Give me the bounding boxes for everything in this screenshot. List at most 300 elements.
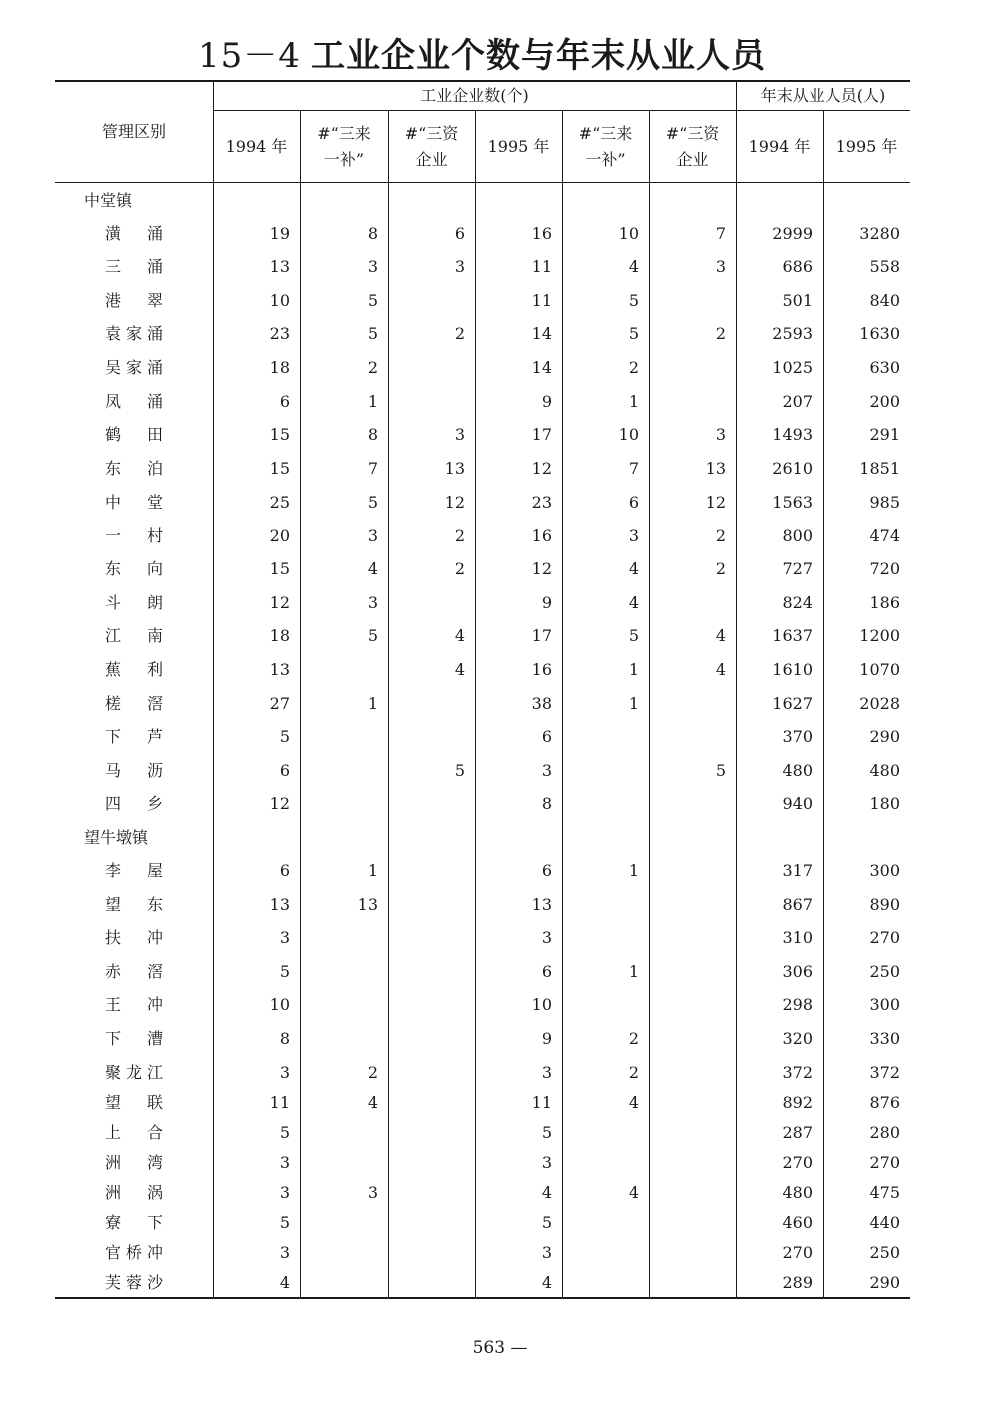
cell-sanlai-1995 [569,1237,639,1269]
cell-sanzi-1995 [656,1237,726,1269]
cell-sanzi-1995 [656,989,726,1021]
table-row [0,1267,1000,1299]
table-row [0,654,1000,686]
table-row [0,251,1000,283]
cell-enterprises-1994: 20 [269,526,290,545]
cell-sanlai-1994: 3 [367,1183,378,1202]
cell-enterprises-1994: 12 [269,593,290,612]
cell-employees-1994: 1025 [772,358,813,377]
cell-sanlai-1994: 4 [367,1093,378,1112]
cell-sanzi-1995: 13 [705,459,726,478]
cell-enterprises-1995: 23 [531,493,552,512]
cell-enterprises-1994: 5 [279,962,290,981]
cell-sanzi-1995 [656,1207,726,1239]
cell-sanlai-1994 [308,1207,378,1239]
cell-employees-1994: 460 [782,1213,813,1232]
cell-sanlai-1994: 7 [367,459,378,478]
cell-employees-1995: 200 [869,392,900,411]
cell-enterprises-1995: 13 [531,895,552,914]
cell-enterprises-1994: 3 [279,1243,290,1262]
cell-sanzi-1994 [395,1057,465,1089]
cell-sanzi-1995: 3 [715,257,726,276]
table-row [0,1177,1000,1209]
header-col-emp-1994-label: 1994 年 [748,136,811,156]
cell-enterprises-1994: 3 [279,1183,290,1202]
cell-sanzi-1994 [395,788,465,820]
cell-enterprises-1994: 5 [279,1123,290,1142]
cell-enterprises-1994: 6 [279,392,290,411]
cell-employees-1995: 985 [869,493,900,512]
cell-enterprises-1994: 13 [269,660,290,679]
cell-employees-1995: 300 [869,861,900,880]
cell-employees-1995: 290 [869,727,900,746]
header-col-sanzi-line2: 企业 [415,149,448,169]
cell-enterprises-1994: 18 [269,626,290,645]
cell-sanzi-1995: 2 [715,526,726,545]
cell-employees-1994: 867 [782,895,813,914]
cell-sanzi-1994: 12 [444,493,465,512]
cell-enterprises-1994: 23 [269,324,290,343]
table-row [0,620,1000,652]
cell-enterprises-1995: 9 [541,392,552,411]
cell-sanzi-1994: 2 [454,559,465,578]
table-row [0,721,1000,753]
district-name: 官桥冲 [105,1243,163,1262]
cell-sanlai-1995: 1 [628,392,639,411]
cell-sanzi-1995: 7 [715,224,726,243]
cell-employees-1994: 727 [782,559,813,578]
cell-sanlai-1995: 4 [628,1183,639,1202]
cell-employees-1995: 475 [869,1183,900,1202]
cell-employees-1994: 2593 [772,324,813,343]
cell-employees-1995: 270 [869,1153,900,1172]
district-name: 中堂 [105,493,163,512]
district-name: 上合 [105,1123,163,1142]
cell-enterprises-1995: 6 [541,861,552,880]
cell-sanzi-1995: 3 [715,425,726,444]
cell-enterprises-1995: 9 [541,1029,552,1048]
cell-enterprises-1994: 5 [279,727,290,746]
cell-sanlai-1995: 5 [628,291,639,310]
cell-sanlai-1995 [569,922,639,954]
cell-enterprises-1995: 8 [541,794,552,813]
cell-sanzi-1994 [395,1267,465,1299]
cell-sanzi-1994: 6 [454,224,465,243]
cell-enterprises-1995: 4 [541,1183,552,1202]
table-row [0,318,1000,350]
cell-sanzi-1995: 4 [715,626,726,645]
cell-sanlai-1995: 2 [628,1063,639,1082]
cell-sanzi-1994: 4 [454,660,465,679]
cell-sanzi-1995 [656,889,726,921]
district-name: 扶冲 [105,928,163,947]
district-name: 槎滘 [105,694,163,713]
district-name: 洲涡 [105,1183,163,1202]
cell-employees-1995: 330 [869,1029,900,1048]
cell-sanlai-1995: 4 [628,559,639,578]
cell-employees-1994: 1627 [772,694,813,713]
cell-sanlai-1995: 2 [628,358,639,377]
cell-enterprises-1994: 13 [269,257,290,276]
cell-sanzi-1995: 4 [715,660,726,679]
cell-sanlai-1995: 4 [628,593,639,612]
cell-employees-1995: 1630 [859,324,900,343]
cell-employees-1995: 250 [869,1243,900,1262]
cell-sanlai-1995 [569,989,639,1021]
table-title: 工业企业个数与年末从业人员 [310,36,766,76]
cell-sanlai-1995: 1 [628,861,639,880]
cell-sanlai-1995: 1 [628,694,639,713]
header-col-1995-label: 1995 年 [487,136,550,156]
header-group-employees-label: 年末从业人员(人) [760,86,886,105]
cell-enterprises-1994: 15 [269,459,290,478]
cell-sanlai-1995: 5 [628,626,639,645]
header-col-1994-label: 1994 年 [225,136,288,156]
cell-employees-1994: 800 [782,526,813,545]
cell-employees-1995: 1200 [859,626,900,645]
cell-sanzi-1994 [395,285,465,317]
cell-enterprises-1995: 12 [531,559,552,578]
cell-enterprises-1995: 3 [541,1063,552,1082]
district-name: 望东 [105,895,163,914]
district-name: 望联 [105,1093,163,1112]
cell-sanlai-1994 [308,1117,378,1149]
cell-employees-1994: 287 [782,1123,813,1142]
cell-employees-1995: 280 [869,1123,900,1142]
cell-employees-1994: 1610 [772,660,813,679]
header-col-sanzi-1995-line2: 企业 [676,149,709,169]
cell-sanlai-1994: 1 [367,392,378,411]
cell-enterprises-1995: 5 [541,1123,552,1142]
cell-sanlai-1995: 4 [628,1093,639,1112]
cell-sanlai-1994: 8 [367,224,378,243]
cell-enterprises-1994: 3 [279,928,290,947]
header-col-emp-1995-label: 1995 年 [835,136,898,156]
cell-enterprises-1994: 25 [269,493,290,512]
section-name: 望牛墩镇 [84,828,149,847]
cell-sanzi-1994: 3 [454,425,465,444]
district-name: 潢涌 [105,224,163,243]
cell-employees-1994: 2610 [772,459,813,478]
table-row [0,386,1000,418]
table-row [0,956,1000,988]
cell-sanzi-1995 [656,1057,726,1089]
district-name: 江南 [105,626,163,645]
cell-enterprises-1995: 3 [541,928,552,947]
cell-enterprises-1995: 16 [531,526,552,545]
cell-sanlai-1994: 8 [367,425,378,444]
cell-sanlai-1995: 10 [618,425,639,444]
cell-employees-1994: 2999 [772,224,813,243]
cell-enterprises-1994: 6 [279,861,290,880]
cell-sanzi-1995: 5 [715,761,726,780]
cell-employees-1995: 480 [869,761,900,780]
district-name: 一村 [105,526,163,545]
cell-sanlai-1994 [308,989,378,1021]
cell-enterprises-1995: 10 [531,995,552,1014]
cell-enterprises-1995: 17 [531,425,552,444]
cell-sanlai-1994: 2 [367,358,378,377]
header-col-sanlai-line2: 一补” [323,149,365,169]
cell-employees-1994: 1563 [772,493,813,512]
cell-sanlai-1995: 7 [628,459,639,478]
cell-sanzi-1995 [656,1147,726,1179]
cell-employees-1995: 558 [869,257,900,276]
cell-employees-1995: 291 [869,425,900,444]
cell-enterprises-1994: 6 [279,761,290,780]
cell-sanlai-1994 [308,654,378,686]
cell-sanlai-1994: 4 [367,559,378,578]
cell-sanlai-1995 [569,889,639,921]
table-row [0,419,1000,451]
cell-enterprises-1995: 14 [531,358,552,377]
cell-sanlai-1995 [569,1207,639,1239]
cell-employees-1995: 372 [869,1063,900,1082]
table-row [0,1087,1000,1119]
cell-employees-1995: 440 [869,1213,900,1232]
cell-enterprises-1995: 11 [531,257,552,276]
cell-sanzi-1994: 5 [454,761,465,780]
cell-sanlai-1994: 1 [367,861,378,880]
cell-employees-1994: 1637 [772,626,813,645]
section-row [0,185,1000,217]
cell-employees-1995: 270 [869,928,900,947]
cell-enterprises-1994: 3 [279,1153,290,1172]
cell-employees-1995: 720 [869,559,900,578]
cell-enterprises-1994: 4 [279,1273,290,1292]
table-row [0,487,1000,519]
cell-sanlai-1995: 1 [628,962,639,981]
cell-sanlai-1994 [308,721,378,753]
cell-employees-1995: 474 [869,526,900,545]
cell-sanzi-1994 [395,922,465,954]
cell-sanzi-1994 [395,1147,465,1179]
cell-employees-1995: 3280 [859,224,900,243]
cell-enterprises-1994: 15 [269,425,290,444]
district-name: 洲湾 [105,1153,163,1172]
cell-sanlai-1995: 5 [628,324,639,343]
table-row [0,1207,1000,1239]
cell-enterprises-1994: 27 [269,694,290,713]
cell-employees-1994: 1493 [772,425,813,444]
cell-enterprises-1995: 17 [531,626,552,645]
cell-sanzi-1995: 2 [715,324,726,343]
table-row [0,788,1000,820]
table-number: 15－4 [198,36,301,76]
cell-employees-1994: 298 [782,995,813,1014]
district-name: 袁家涌 [105,324,163,343]
cell-employees-1994: 501 [782,291,813,310]
cell-employees-1994: 289 [782,1273,813,1292]
section-row [0,822,1000,854]
cell-sanzi-1994: 13 [444,459,465,478]
district-name: 聚龙江 [105,1063,163,1082]
cell-employees-1994: 824 [782,593,813,612]
cell-sanzi-1994 [395,721,465,753]
table-row [0,889,1000,921]
cell-enterprises-1994: 3 [279,1063,290,1082]
cell-employees-1995: 1070 [859,660,900,679]
cell-employees-1995: 876 [869,1093,900,1112]
cell-enterprises-1995: 6 [541,962,552,981]
district-name: 东向 [105,559,163,578]
cell-employees-1994: 480 [782,761,813,780]
cell-enterprises-1995: 3 [541,1153,552,1172]
cell-employees-1994: 480 [782,1183,813,1202]
cell-enterprises-1995: 5 [541,1213,552,1232]
cell-sanlai-1994: 3 [367,526,378,545]
district-name: 李屋 [105,861,163,880]
district-name: 凤涌 [105,392,163,411]
district-name: 港翠 [105,291,163,310]
cell-enterprises-1995: 9 [541,593,552,612]
table-row [0,1237,1000,1269]
header-col-sanlai-line1: #“三来 [317,123,371,143]
cell-employees-1994: 372 [782,1063,813,1082]
cell-sanlai-1994: 13 [357,895,378,914]
district-name: 鹤田 [105,425,163,444]
cell-enterprises-1994: 8 [279,1029,290,1048]
cell-employees-1994: 686 [782,257,813,276]
cell-sanlai-1995 [569,1117,639,1149]
cell-sanzi-1995 [656,855,726,887]
page-number: 563 — [472,1338,528,1358]
cell-employees-1994: 270 [782,1243,813,1262]
table-row [0,553,1000,585]
cell-sanlai-1994: 5 [367,324,378,343]
cell-sanzi-1994 [395,1023,465,1055]
cell-employees-1994: 940 [782,794,813,813]
cell-sanlai-1994: 5 [367,493,378,512]
cell-sanlai-1994: 5 [367,291,378,310]
cell-enterprises-1994: 10 [269,291,290,310]
district-name: 王冲 [105,995,163,1014]
table-row [0,755,1000,787]
district-name: 寮下 [105,1213,163,1232]
cell-sanzi-1994: 2 [454,324,465,343]
cell-sanzi-1994 [395,386,465,418]
cell-sanzi-1994 [395,352,465,384]
cell-enterprises-1995: 16 [531,660,552,679]
cell-sanzi-1995 [656,587,726,619]
cell-employees-1994: 320 [782,1029,813,1048]
cell-enterprises-1995: 6 [541,727,552,746]
cell-enterprises-1995: 11 [531,1093,552,1112]
cell-employees-1994: 370 [782,727,813,746]
cell-sanlai-1994 [308,956,378,988]
table-row [0,453,1000,485]
cell-employees-1994: 207 [782,392,813,411]
section-name: 中堂镇 [84,191,133,210]
cell-sanlai-1994 [308,922,378,954]
cell-sanzi-1994 [395,1117,465,1149]
cell-sanzi-1994 [395,587,465,619]
table-row [0,352,1000,384]
table-row [0,520,1000,552]
cell-enterprises-1995: 12 [531,459,552,478]
cell-employees-1994: 892 [782,1093,813,1112]
cell-sanlai-1994: 3 [367,593,378,612]
table-row [0,218,1000,250]
cell-employees-1995: 1851 [859,459,900,478]
cell-sanzi-1995 [656,352,726,384]
table-row [0,989,1000,1021]
cell-enterprises-1995: 3 [541,1243,552,1262]
cell-sanlai-1995 [569,1147,639,1179]
cell-sanlai-1995: 1 [628,660,639,679]
cell-employees-1994: 270 [782,1153,813,1172]
district-name: 赤滘 [105,962,163,981]
cell-sanzi-1995 [656,386,726,418]
cell-sanlai-1995: 3 [628,526,639,545]
cell-sanzi-1994 [395,989,465,1021]
cell-sanlai-1994 [308,1147,378,1179]
cell-employees-1995: 300 [869,995,900,1014]
cell-sanzi-1995 [656,1117,726,1149]
cell-enterprises-1994: 5 [279,1213,290,1232]
table-row [0,688,1000,720]
district-name: 四乡 [105,794,163,813]
cell-enterprises-1995: 16 [531,224,552,243]
district-name: 下芦 [105,727,163,746]
cell-sanzi-1994 [395,1177,465,1209]
district-name: 东泊 [105,459,163,478]
cell-enterprises-1994: 10 [269,995,290,1014]
cell-sanlai-1994 [308,1237,378,1269]
cell-sanzi-1994 [395,1087,465,1119]
cell-employees-1994: 310 [782,928,813,947]
cell-sanlai-1994 [308,755,378,787]
cell-sanzi-1995 [656,1267,726,1299]
cell-sanzi-1994: 4 [454,626,465,645]
district-name: 下漕 [105,1029,163,1048]
cell-sanzi-1995 [656,285,726,317]
cell-sanzi-1994 [395,956,465,988]
cell-sanlai-1994 [308,788,378,820]
cell-employees-1995: 186 [869,593,900,612]
cell-enterprises-1994: 18 [269,358,290,377]
table-row [0,285,1000,317]
cell-enterprises-1994: 13 [269,895,290,914]
cell-sanlai-1995: 6 [628,493,639,512]
cell-sanzi-1995 [656,721,726,753]
table-row [0,1147,1000,1179]
table-row [0,1057,1000,1089]
header-group-enterprises-label: 工业企业数(个) [420,86,529,105]
cell-sanzi-1995 [656,956,726,988]
table-row [0,1117,1000,1149]
district-name: 三涌 [105,257,163,276]
cell-sanlai-1995 [569,788,639,820]
cell-enterprises-1994: 11 [269,1093,290,1112]
header-col-sanzi-line1: #“三资 [404,123,459,143]
cell-sanzi-1994 [395,855,465,887]
cell-sanlai-1995 [569,721,639,753]
cell-employees-1995: 250 [869,962,900,981]
header-col-sanlai-1995-line2: 一补” [585,149,626,169]
cell-enterprises-1995: 11 [531,291,552,310]
cell-sanlai-1994 [308,1023,378,1055]
cell-enterprises-1994: 15 [269,559,290,578]
cell-enterprises-1995: 14 [531,324,552,343]
cell-sanzi-1994 [395,889,465,921]
cell-sanlai-1995 [569,755,639,787]
table-row [0,855,1000,887]
cell-sanzi-1995 [656,1177,726,1209]
cell-sanzi-1995: 12 [705,493,726,512]
cell-sanzi-1995 [656,1023,726,1055]
district-name: 斗朗 [105,593,163,612]
